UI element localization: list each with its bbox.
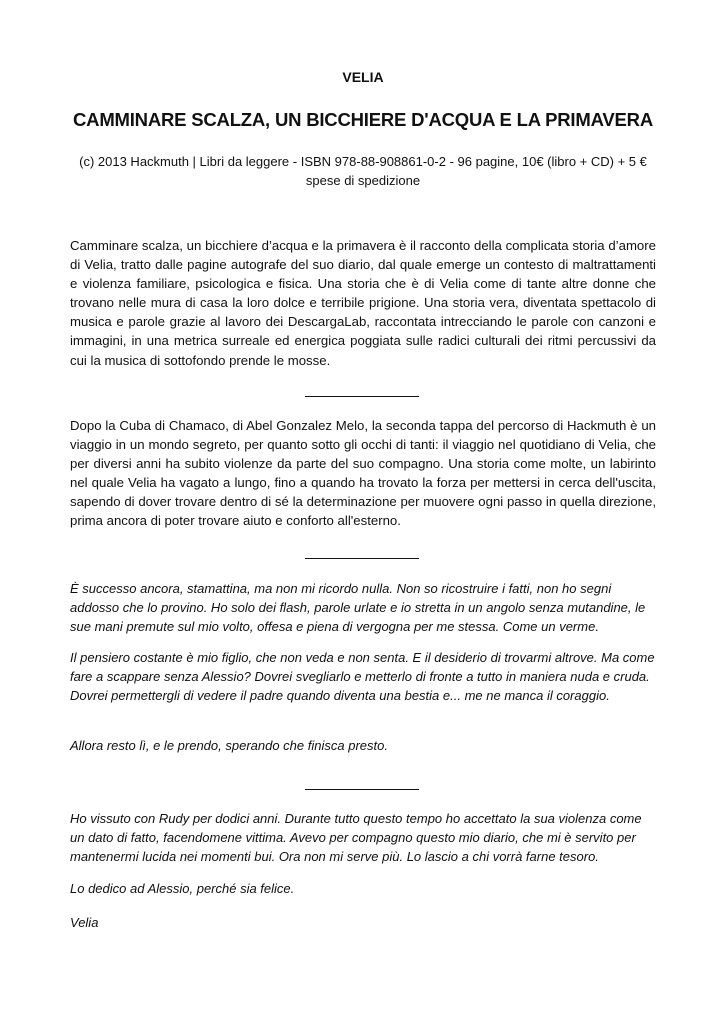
- diary-excerpt-4: Ho vissuto con Rudy per dodici anni. Durante tutto questo tempo ho accettato la sua violenza come un dato di fatto, facendomene vittima. Avevo per compagno questo mio diario, che mi è servito per mantenermi lucida nei momenti bui. Ora non mi serve più. Lo lascio a chi vorrà farne tesoro.: [70, 811, 642, 865]
- diary-excerpt-3: Allora resto lì, e le prendo, sperando che finisca presto.: [70, 738, 388, 753]
- description-paragraph-1: Camminare scalza, un bicchiere d’acqua e la primavera è il racconto della complicata storia d’amore di Velia, tratto dalle pagine autografe del suo diario, dal quale emerge un contesto di maltrattamenti e violenza familiare, psicologica e fisica. Una storia che è di Velia come di tante altre donne che trovano nelle mura di casa la loro dolce e terribile prigione. Una storia vera, diventata spettacolo di musica e parole grazie al lavoro dei DescargaLab, raccontata intrecciando le parole con canzoni e immagini, in una metrica surreale ed energica poggiata sulle radici culturali dei ritmi percussivi da cui la musica di sottofondo prende le mosse.: [70, 238, 656, 368]
- section-divider-2: [305, 558, 419, 559]
- diary-excerpt-5: Lo dedico ad Alessio, perché sia felice.: [70, 881, 295, 896]
- signature: Velia: [70, 915, 99, 930]
- author-name: VELIA: [342, 69, 384, 85]
- publication-info: (c) 2013 Hackmuth | Libri da leggere - ISBN 978-88-908861-0-2 - 96 pagine, 10€ (libro + CD) + 5 € spese di spedizione: [79, 154, 647, 188]
- diary-excerpt-2: Il pensiero costante è mio figlio, che non veda e non senta. E il desiderio di trovarmi altrove. Ma come fare a scappare senza Alessio? Dovrei svegliarlo e metterlo di fronte a tutto in maniera nuda e cruda. Dovrei permettergli di vedere il padre quando diventa una bestia e... me ne manca il coraggio.: [70, 650, 655, 704]
- section-divider-1: [305, 396, 419, 397]
- section-divider-3: [305, 789, 419, 790]
- book-title: CAMMINARE SCALZA, UN BICCHIERE D'ACQUA E LA PRIMAVERA: [73, 109, 653, 130]
- diary-excerpt-1: È successo ancora, stamattina, ma non mi ricordo nulla. Non so ricostruire i fatti, non ho segni addosso che lo provino. Ho solo dei flash, parole urlate e io stretta in un angolo senza mutandine, le sue mani premute sul mio volto, offesa e piena di vergogna per me stessa. Come un verme.: [70, 581, 646, 635]
- description-paragraph-2: Dopo la Cuba di Chamaco, di Abel Gonzalez Melo, la seconda tappa del percorso di Hackmuth è un viaggio in un mondo segreto, per quanto sotto gli occhi di tanti: il viaggio nel quotidiano di Velia, che per diversi anni ha subito violenze da parte del suo compagno. Una storia come molte, un labirinto nel quale Velia ha vagato a lungo, fino a quando ha trovato la forza per mettersi in cerca dell'uscita, sapendo di dover trovare dentro di sé la determinazione per muovere ogni passo in quella direzione, prima ancora di poter trovare aiuto e conforto all'esterno.: [70, 418, 656, 529]
